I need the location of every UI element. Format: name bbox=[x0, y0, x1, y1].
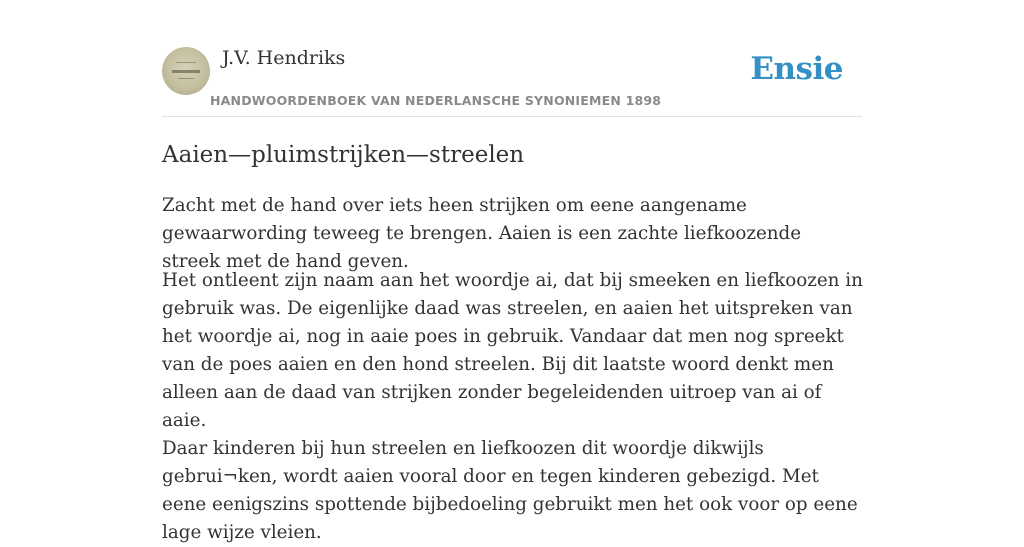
article-title: Aaien—pluimstrijken—streelen bbox=[162, 142, 525, 168]
article-paragraph: Daar kinderen bij hun streelen en liefkoozen dit woordje dikwijls gebrui¬ken, wordt aaien vooral door en tegen kinderen gebezigd. Met eene eenigszins spottende bijbedoeling gebruikt men het ook voor op eene lage wijze vleien. bbox=[162, 438, 858, 543]
ensie-logo[interactable]: Ensie bbox=[750, 51, 843, 87]
avatar-book-line bbox=[178, 78, 194, 79]
header bbox=[162, 0, 862, 117]
author-avatar[interactable] bbox=[162, 47, 210, 95]
content-container bbox=[162, 0, 863, 543]
source-title[interactable]: HANDWOORDENBOEK VAN NEDERLANSCHE SYNONIEMEN 1898 bbox=[210, 93, 662, 108]
article-paragraph: Het ontleent zijn naam aan het woordje ai, dat bij smeeken en liefkoozen in gebruik was. De eigenlijke daad was streelen, en aaien het uitspreken van het woordje ai, nog in aaie poes in gebruik. Vandaar dat men nog spreekt van de poes aaien en den hond streelen. Bij dit laatste woord denkt men alleen aan de daad van strijken zonder begeleidenden uitroep van ai of aaie. bbox=[162, 270, 863, 431]
avatar-book-line bbox=[172, 70, 200, 73]
avatar-book-line bbox=[176, 62, 196, 63]
author-name[interactable]: J.V. Hendriks bbox=[222, 47, 346, 69]
article-paragraph: Zacht met de hand over iets heen strijken om eene aangename gewaarwording teweeg te brengen. Aaien is een zachte liefkoozende streek met de hand geven. bbox=[162, 195, 802, 272]
